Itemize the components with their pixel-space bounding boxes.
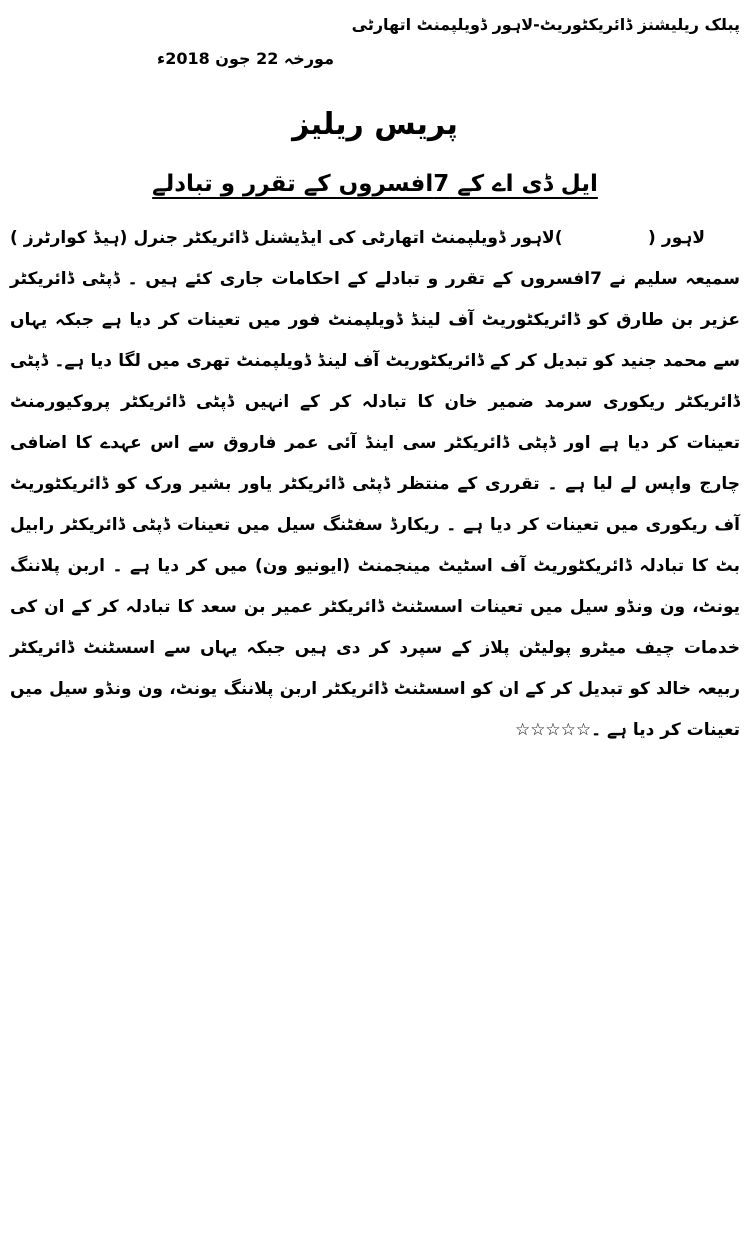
- press-release-body: [10, 218, 740, 751]
- org-name-line: پبلک ریلیشنز ڈائریکٹوریٹ-لاہور ڈویلپمنٹ اتھارٹی: [351, 15, 740, 34]
- press-release-subtitle: [10, 162, 740, 206]
- date-line: مورخہ 22 جون 2018ء: [157, 49, 334, 68]
- document-header: [10, 8, 740, 76]
- press-release-subtitle-text: ایل ڈی اے کے 7افسروں کے تقرر و تبادلے: [152, 171, 598, 197]
- body-text: لاہور ( )لاہور ڈویلپمنٹ اتھارٹی کی ایڈیشنل ڈائریکٹر جنرل (ہیڈ کوارٹرز ) سمیعہ سلیم نے 7افسروں کے تقرر و تبادلے کے احکامات جاری کئے ہیں ۔ ڈپٹی ڈائریکٹر عزیر بن طارق کو ڈائریکٹوریٹ آف لینڈ ڈویلپمنٹ فور میں تعینات کر دیا ہے جبکہ یہاں سے محمد جنید کو تبدیل کر کے ڈائریکٹوریٹ آف لینڈ ڈویلپمنٹ تھری میں لگا دیا ہے۔ ڈپٹی ڈائریکٹر ریکوری سرمد ضمیر خان کا تبادلہ کر کے انہیں ڈپٹی ڈائریکٹر پروکیورمنٹ تعینات کر دیا ہے اور ڈپٹی ڈائریکٹر سی اینڈ آئی عمر فاروق سے اس عہدے کا اضافی چارج واپس لے لیا ہے ۔ تقرری کے منتظر ڈپٹی ڈائریکٹر یاور بشیر ورک کو ڈائریکٹوریٹ آف ریکوری میں تعینات کر دیا ہے ۔ ریکارڈ سفٹنگ سیل میں تعینات ڈپٹی ڈائریکٹر رابیل بٹ کا تبادلہ ڈائریکٹوریٹ آف اسٹیٹ مینجمنٹ (ایونیو ون) میں کر دیا ہے ۔ اربن پلاننگ یونٹ، ون ونڈو سیل میں تعینات اسسٹنٹ ڈائریکٹر عمیر بن سعد کا تبادلہ کر کے ان کی خدمات چیف میٹرو پولیٹن پلاز کے سپرد کر دی ہیں جبکہ یہاں سے اسسٹنٹ ڈائریکٹر ربیعہ خالد کو تبدیل کر کے ان کو اسسٹنٹ ڈائریکٹر اربن پلاننگ یونٹ، ون ونڈو سیل میں تعینات کر دیا ہے ۔: [10, 228, 741, 740]
- press-release-title: پریس ریلیز: [292, 107, 458, 142]
- end-stars: ☆☆☆☆☆: [514, 720, 592, 740]
